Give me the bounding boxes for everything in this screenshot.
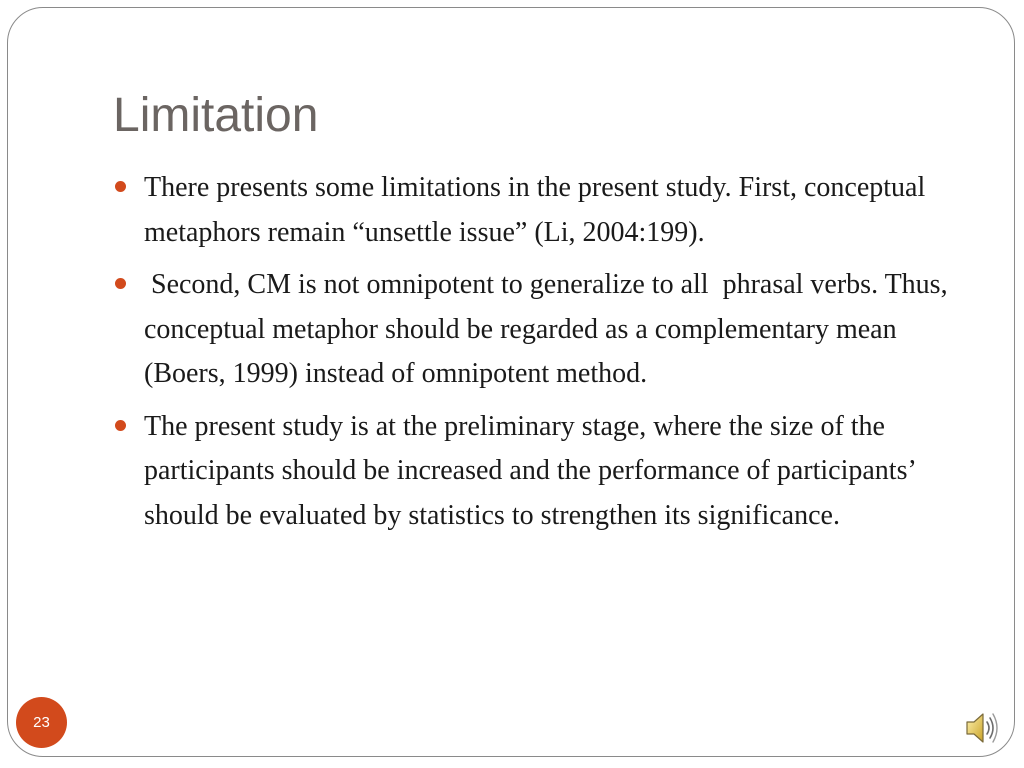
bullet-dot-icon (115, 420, 126, 431)
bullet-list (113, 166, 973, 546)
bullet-dot-icon (115, 278, 126, 289)
speaker-icon-graphic (964, 708, 998, 748)
list-item (113, 166, 973, 255)
bullet-text: The present study is at the preliminary stage, where the size of the participants should be increased and the performance of participants’ should be evaluated by statistics to strengthen its significance. (144, 410, 922, 531)
speaker-icon[interactable] (964, 708, 998, 748)
bullet-text: Second, CM is not omnipotent to generalize to all phrasal verbs. Thus, conceptual metaphor should be regarded as a complementary mean (Boers, 1999) instead of omnipotent method. (144, 269, 955, 389)
bullet-text: There presents some limitations in the present study. First, conceptual metaphors remain “unsettle issue” (Li, 2004:199). (144, 172, 933, 248)
list-item (113, 405, 973, 539)
bullet-dot-icon (115, 181, 126, 192)
page-number-badge: 23 (16, 697, 67, 748)
list-item (113, 263, 973, 397)
slide-title: Limitation (113, 89, 319, 142)
